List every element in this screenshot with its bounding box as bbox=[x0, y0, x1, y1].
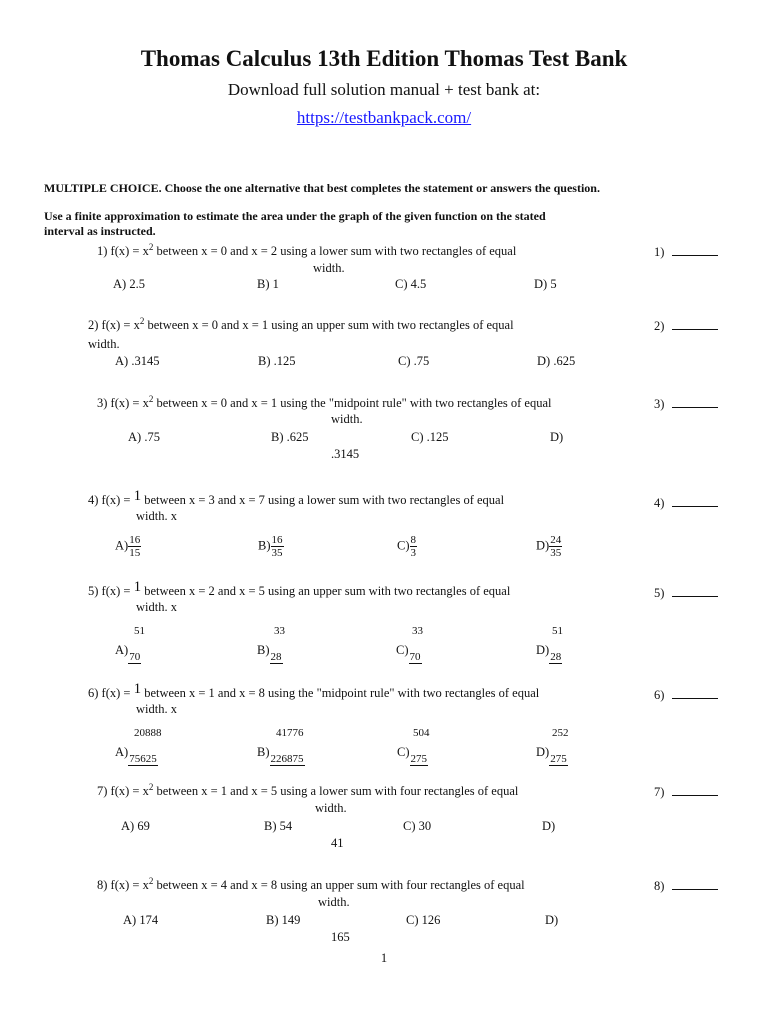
question-8-text: 8) $f(x) = x^2$ between x = 4 and x = 8 using an upper sum with four rectangles of equal bbox=[97, 875, 525, 892]
q6-option-d: D)275 bbox=[536, 745, 567, 765]
q7-option-b: B) 54 bbox=[264, 819, 293, 833]
answer-blank-5[interactable]: 5) bbox=[654, 585, 718, 601]
q8-option-d-value: 165 bbox=[331, 930, 350, 944]
q6-option-c-numerator: 504 bbox=[413, 727, 430, 739]
q2-option-a: A) .3145 bbox=[115, 354, 160, 368]
answer-blank-6[interactable]: 6) bbox=[654, 687, 718, 703]
q7-option-d: D) bbox=[542, 819, 556, 833]
answer-line[interactable] bbox=[672, 396, 718, 408]
question-2-continuation: width. bbox=[88, 337, 120, 351]
q5-option-a: A)70 bbox=[115, 643, 141, 663]
section-instruction-line2: interval as instructed. bbox=[44, 224, 156, 238]
q3-option-c: C) .125 bbox=[411, 430, 449, 444]
q5-option-b-numerator: 33 bbox=[274, 625, 285, 637]
question-2-text: 2) $f(x) = x^2$ between x = 0 and x = 1 using an upper sum with two rectangles of equal bbox=[88, 315, 514, 332]
answer-line[interactable] bbox=[672, 244, 718, 256]
answer-blank-3[interactable]: 3) bbox=[654, 396, 718, 412]
q1-option-b: B) 1 bbox=[257, 277, 279, 291]
question-1-continuation: width. bbox=[313, 261, 345, 275]
answer-line[interactable] bbox=[672, 585, 718, 597]
q4-option-a: A) $\frac{16}{15}$ bbox=[115, 534, 141, 559]
answer-line[interactable] bbox=[672, 495, 718, 507]
q8-option-b: B) 149 bbox=[266, 913, 301, 927]
q5-option-c: C)70 bbox=[396, 643, 421, 663]
q3-option-a: A) .75 bbox=[128, 430, 160, 444]
q1-option-c: C) 4.5 bbox=[395, 277, 427, 291]
question-7-text: 7) $f(x) = x^2$ between x = 1 and x = 5 using a lower sum with four rectangles of equal bbox=[97, 781, 519, 798]
q3-option-d: D) bbox=[550, 430, 564, 444]
q8-option-a: A) 174 bbox=[123, 913, 159, 927]
q2-option-d: D) .625 bbox=[537, 354, 576, 368]
question-5-text: 5) f(x) = 1 between x = 2 and x = 5 using an upper sum with two rectangles of equal bbox=[88, 579, 511, 598]
q4-option-c: C) $\frac{8}{3}$ bbox=[397, 534, 416, 559]
answer-line[interactable] bbox=[672, 878, 718, 890]
answer-line[interactable] bbox=[672, 784, 718, 796]
multiple-choice-instruction: MULTIPLE CHOICE. Choose the one alternative that best completes the statement or answers the question. bbox=[44, 181, 600, 195]
q6-option-b-numerator: 41776 bbox=[276, 727, 304, 739]
q8-option-c: C) 126 bbox=[406, 913, 441, 927]
q6-option-d-numerator: 252 bbox=[552, 727, 569, 739]
answer-blank-1[interactable]: 1) bbox=[654, 244, 718, 260]
q5-option-a-numerator: 51 bbox=[134, 625, 145, 637]
q3-option-d-value: .3145 bbox=[331, 447, 360, 461]
question-8-continuation: width. bbox=[318, 895, 350, 909]
section-instruction-line1: Use a finite approximation to estimate the area under the graph of the given function on the stated bbox=[44, 209, 546, 223]
answer-line[interactable] bbox=[672, 318, 718, 330]
q2-option-b: B) .125 bbox=[258, 354, 296, 368]
q4-option-b: B) $\frac{16}{35}$ bbox=[258, 534, 283, 559]
q7-option-c: C) 30 bbox=[403, 819, 432, 833]
question-4-continuation: width. x bbox=[136, 509, 177, 523]
question-1-text: 1) $f(x) = x^2$ between x = 0 and x = 2 using a lower sum with two rectangles of equal bbox=[97, 241, 517, 258]
q1-option-d: D) 5 bbox=[534, 277, 557, 291]
q7-option-a: A) 69 bbox=[121, 819, 150, 833]
answer-line[interactable] bbox=[672, 687, 718, 699]
q6-option-a-numerator: 20888 bbox=[134, 727, 162, 739]
q5-option-d: D)28 bbox=[536, 643, 562, 663]
document-subtitle: Download full solution manual + test bank at: bbox=[227, 80, 541, 99]
question-4-text: 4) f(x) = 1 between x = 3 and x = 7 using a lower sum with two rectangles of equal bbox=[88, 488, 505, 507]
q2-option-c: C) .75 bbox=[398, 354, 430, 368]
question-6-text: 6) f(x) = 1 between x = 1 and x = 8 using the "midpoint rule" with two rectangles of equal bbox=[88, 681, 540, 700]
question-3-continuation: width. bbox=[331, 412, 363, 426]
question-6-continuation: width. x bbox=[136, 702, 177, 716]
q1-option-a: A) 2.5 bbox=[113, 277, 145, 291]
question-5-continuation: width. x bbox=[136, 600, 177, 614]
answer-blank-2[interactable]: 2) bbox=[654, 318, 718, 334]
q4-option-d: D) $\frac{24}{35}$ bbox=[536, 534, 562, 559]
answer-blank-8[interactable]: 8) bbox=[654, 878, 718, 894]
q6-option-a: A)75625 bbox=[115, 745, 157, 765]
q5-option-d-numerator: 51 bbox=[552, 625, 563, 637]
q5-option-b: B)28 bbox=[257, 643, 282, 663]
q5-option-c-numerator: 33 bbox=[412, 625, 423, 637]
question-3-text: 3) $f(x) = x^2$ between x = 0 and x = 1 using the "midpoint rule" with two rectangles of equal bbox=[97, 393, 552, 410]
download-link[interactable]: https://testbankpack.com/ bbox=[296, 108, 472, 127]
answer-blank-4[interactable]: 4) bbox=[654, 495, 718, 511]
q8-option-d: D) bbox=[545, 913, 559, 927]
answer-blank-7[interactable]: 7) bbox=[654, 784, 718, 800]
q6-option-b: B)226875 bbox=[257, 745, 304, 765]
page-number: 1 bbox=[380, 951, 388, 965]
question-7-continuation: width. bbox=[315, 801, 347, 815]
document-title: Thomas Calculus 13th Edition Thomas Test Bank bbox=[140, 46, 628, 71]
q7-option-d-value: 41 bbox=[331, 836, 344, 850]
q3-option-b: B) .625 bbox=[271, 430, 309, 444]
q6-option-c: C)275 bbox=[397, 745, 427, 765]
